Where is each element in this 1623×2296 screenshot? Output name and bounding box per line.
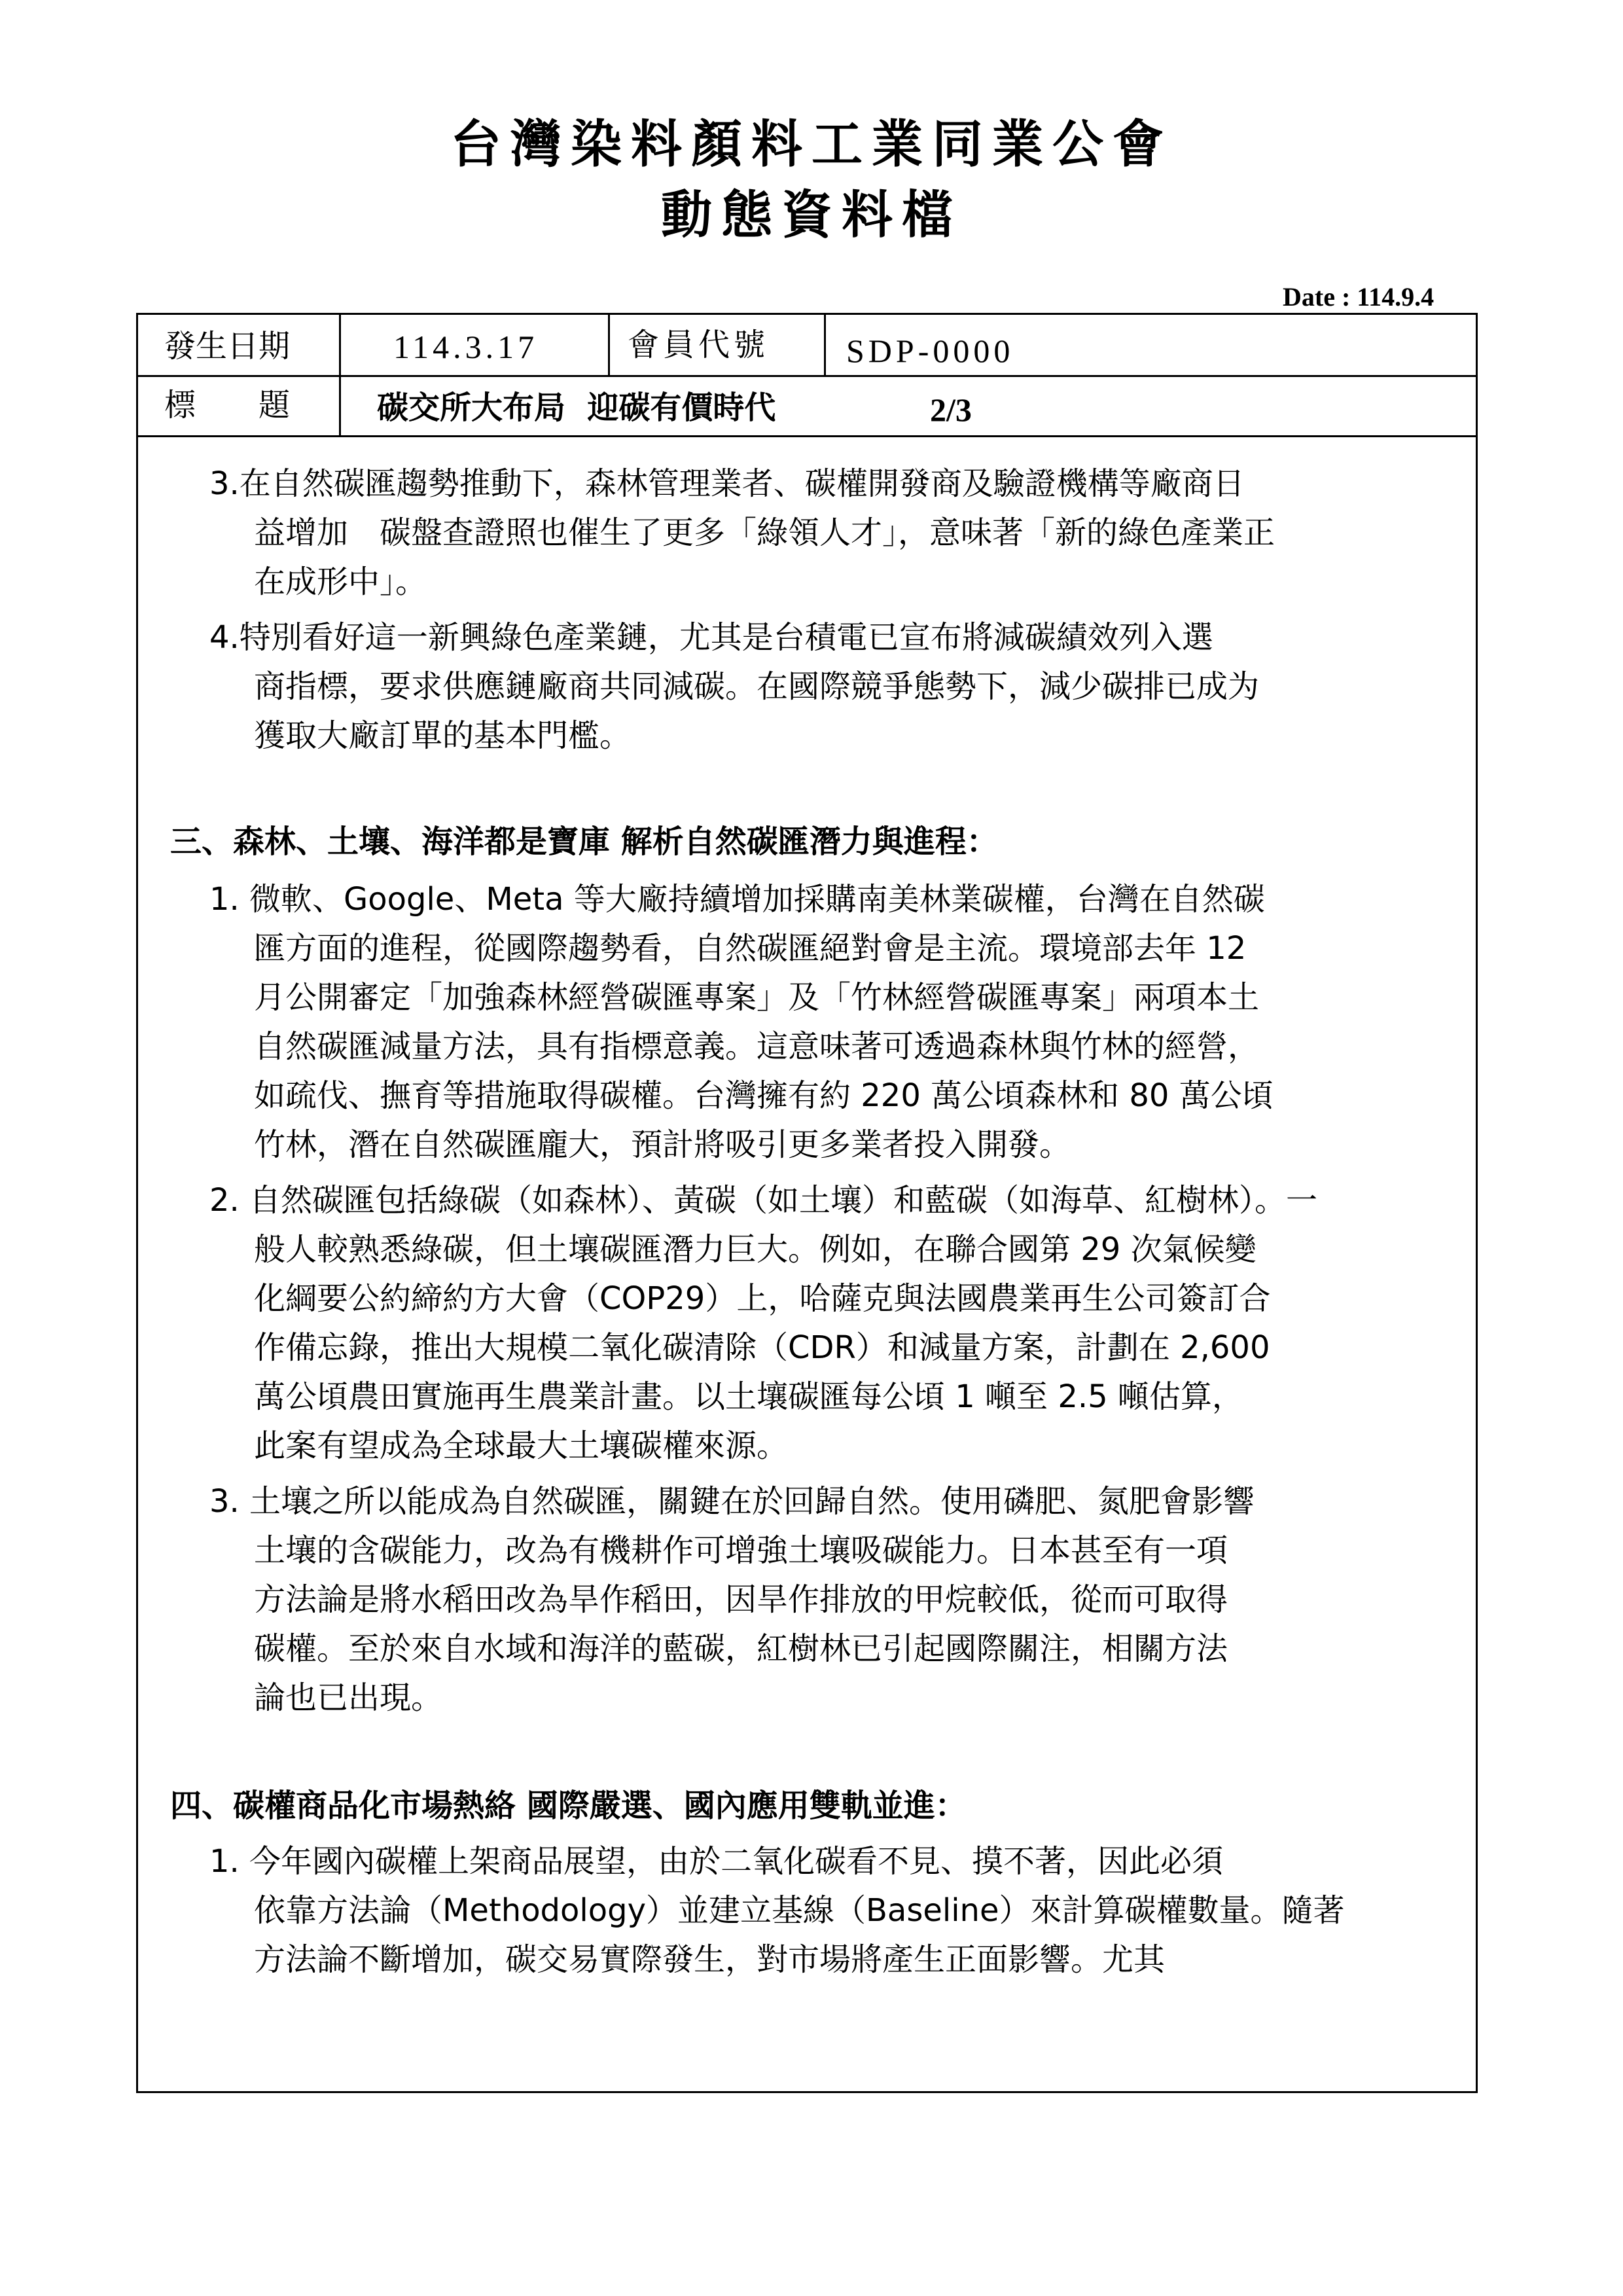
body-text-line: 3. 土壤之所以能成為自然碳匯，關鍵在於回歸自然。使用磷肥、氮肥會影響 xyxy=(209,1483,1255,1520)
table-divider xyxy=(339,315,341,435)
table-divider xyxy=(824,315,826,375)
body-text-line: 自然碳匯減量方法，具有指標意義。這意味著可透過森林與竹林的經營， xyxy=(254,1028,1260,1065)
body-text-line: 土壤的含碳能力，改為有機耕作可增強土壤吸碳能力。日本甚至有一項 xyxy=(254,1532,1228,1569)
body-text-line: 作備忘錄，推出大規模二氧化碳清除（CDR）和減量方案，計劃在 2,600 xyxy=(254,1329,1270,1366)
body-text-line: 商指標，要求供應鏈廠商共同減碳。在國際競爭態勢下，減少碳排已成为 xyxy=(254,668,1260,705)
body-text-line: 1. 微軟、Google、Meta 等大廠持續增加採購南美林業碳權，台灣在自然碳 xyxy=(209,881,1265,918)
subject-value: 碳交所大布局 迎碳有價時代 xyxy=(377,389,776,426)
body-text-line: 萬公頃農田實施再生農業計畫。以土壤碳匯每公頃 1 噸至 2.5 噸估算， xyxy=(254,1378,1243,1415)
table-divider xyxy=(138,435,1476,437)
body-text-line: 3.在自然碳匯趨勢推動下，森林管理業者、碳權開發商及驗證機構等廠商日 xyxy=(209,465,1245,502)
body-text-line: 如疏伐、撫育等措施取得碳權。台灣擁有約 220 萬公頃森林和 80 萬公頃 xyxy=(254,1077,1274,1114)
occurrence-date-label: 發生日期 xyxy=(164,328,291,365)
body-text-line: 月公開審定「加強森林經營碳匯專案」及「竹林經營碳匯專案」兩項本土 xyxy=(254,979,1260,1016)
document-date: Date : 114.9.4 xyxy=(1283,282,1435,312)
body-text-line: 獲取大廠訂單的基本門檻。 xyxy=(254,717,632,754)
document-title: 動態資料檔 xyxy=(660,186,962,245)
occurrence-date-value: 114.3.17 xyxy=(393,329,539,365)
body-text-line: 方法論不斷增加，碳交易實際發生，對市場將產生正面影響。尤其 xyxy=(254,1941,1166,1978)
section-heading: 四、碳權商品化市場熱絡 國際嚴選、國內應用雙軌並進： xyxy=(170,1787,967,1824)
body-text-line: 方法論是將水稻田改為旱作稻田，因旱作排放的甲烷較低，從而可取得 xyxy=(254,1581,1228,1618)
body-text-line: 匯方面的進程，從國際趨勢看，自然碳匯絕對會是主流。環境部去年 12 xyxy=(254,930,1247,967)
body-text-line: 4.特別看好這一新興綠色產業鏈，尤其是台積電已宣布將減碳績效列入選 xyxy=(209,619,1213,656)
body-text-line: 在成形中」。 xyxy=(254,564,427,600)
body-text-line: 碳權。至於來自水域和海洋的藍碳，紅樹林已引起國際關注，相關方法 xyxy=(254,1630,1228,1667)
body-text-line: 依靠方法論（Methodology）並建立基線（Baseline）來計算碳權數量。隨著 xyxy=(254,1892,1345,1929)
body-text-line: 般人較熟悉綠碳，但土壤碳匯潛力巨大。例如，在聯合國第 29 次氣候變 xyxy=(254,1231,1257,1268)
body-text-line: 竹林，潛在自然碳匯龐大，預計將吸引更多業者投入開發。 xyxy=(254,1126,1071,1163)
member-code-value: SDP-0000 xyxy=(846,332,1014,369)
subject-label: 標 題 xyxy=(164,387,291,423)
page-indicator: 2/3 xyxy=(930,391,972,428)
section-heading: 三、森林、土壤、海洋都是寶庫 解析自然碳匯潛力與進程： xyxy=(170,823,998,860)
body-text-line: 此案有望成為全球最大土壤碳權來源。 xyxy=(254,1427,789,1464)
body-text-line: 論也已出現。 xyxy=(254,1679,443,1716)
body-text-line: 化綱要公約締約方大會（COP29）上，哈薩克與法國農業再生公司簽訂合 xyxy=(254,1280,1271,1317)
body-text-line: 1. 今年國內碳權上架商品展望，由於二氧化碳看不見、摸不著，因此必須 xyxy=(209,1843,1224,1880)
body-text-line: 益增加 碳盤查證照也催生了更多「綠領人才」，意味著「新的綠色產業正 xyxy=(254,514,1275,551)
member-code-label: 會員代號 xyxy=(628,327,770,363)
body-text-line: 2. 自然碳匯包括綠碳（如森林）、黃碳（如土壤）和藍碳（如海草、紅樹林）。一 xyxy=(209,1182,1318,1219)
table-divider xyxy=(608,315,610,375)
org-title: 台灣染料顏料工業同業公會 xyxy=(450,115,1173,174)
